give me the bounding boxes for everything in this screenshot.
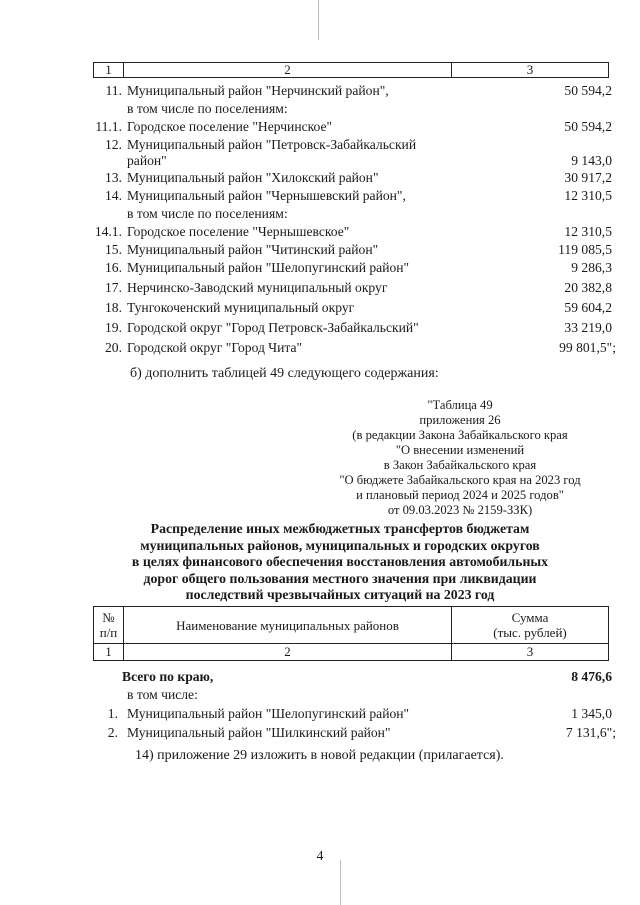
table1-row-name: Городское поселение "Чернышевское" [127,224,350,239]
table1-row-value: 50 594,2 [564,83,612,98]
table1-row-name: Муниципальный район "Петровск-Забайкальский [127,137,417,152]
table2-head-num [94,607,124,643]
table2-index-col2: 2 [124,644,452,660]
table1-row-name: Муниципальный район "Хилокский район" [127,170,379,185]
table1-row-value: 33 219,0 [564,320,612,335]
table1-row-num: 11.1. [95,119,122,134]
stamp-line: от 09.03.2023 № 2159-ЗЗК) [387,503,533,517]
table1-header [93,62,609,78]
table-stamp [300,398,620,518]
table1-row-num: 13. [105,170,122,185]
table2-head-sum [452,607,608,643]
table1-row-value: 50 594,2 [564,119,612,134]
scan-artifact [318,0,319,40]
table1-row-num: 12. [105,137,122,152]
table2-index-col1: 1 [94,644,124,660]
table2-index-row [93,644,609,661]
table2-title [100,521,580,604]
title-line: муниципальных районов, муниципальных и городских округов [140,537,540,553]
scan-artifact [340,860,341,905]
table1-row-num: 17. [105,280,122,295]
table1-header-col2: 2 [124,63,452,77]
table1-row-num: 14.1. [94,224,122,239]
table1-row-value: 12 310,5 [564,188,612,203]
table1-row-num: 19. [105,320,122,335]
table2-incl-label: в том числе: [127,687,198,702]
table1-row-name: Городской округ "Город Петровск-Забайкальский" [127,320,419,335]
title-line: последствий чрезвычайных ситуаций на 2023 год [185,587,495,602]
stamp-line: и плановый период 2024 и 2025 годов" [356,488,564,502]
table2-header [93,606,609,644]
table2-row-name: Муниципальный район "Шелопугинский район" [127,706,410,721]
page-number: 4 [316,848,324,863]
table2-head-sum-line2: (тыс. рублей) [493,625,567,640]
table1-row-value: 9 286,3 [571,260,612,275]
table1-row-value: 59 604,2 [564,300,612,315]
table2-row-value: 7 131,6"; [565,725,616,740]
table1-row-value: 119 085,5 [558,242,612,257]
stamp-line: приложения 26 [419,413,501,427]
table1-row-value: 20 382,8 [564,280,612,295]
table1-row-name: в том числе по поселениям: [127,206,288,221]
table2-row-num: 1. [107,706,118,721]
stamp-line: "О бюджете Забайкальского края на 2023 год [339,473,581,487]
table2-head-num-line1: № [102,610,115,625]
table2-row-name: Муниципальный район "Шилкинский район" [127,725,391,740]
table1-row-name: Городское поселение "Нерчинское" [127,119,333,134]
table1-row-name: Тунгокоченский муниципальный округ [127,300,355,315]
table1-row-num: 18. [105,300,122,315]
table1-row-num: 20. [105,340,122,355]
table1-row-name: Городской округ "Город Чита" [127,340,303,355]
title-line: в целях финансового обеспечения восстановления автомобильных [131,554,549,569]
table1-row-num: 14. [105,188,122,203]
title-line: Распределение иных межбюджетных трансфертов бюджетам [150,521,530,536]
table1-row-num: 15. [105,242,122,257]
table2-head-name: Наименование муниципальных районов [124,607,452,643]
stamp-line: "Таблица 49 [427,398,493,412]
table1-header-col3: 3 [526,62,534,77]
table2-head-sum-line1: Сумма [511,610,549,625]
table2-row-num: 2. [107,725,118,740]
table1-row-num: 16. [105,260,122,275]
table1-row-value: 9 143,0 [571,153,612,168]
table1-row-name: Муниципальный район "Шелопугинский район" [127,260,410,275]
stamp-line: "О внесении изменений [395,443,525,457]
table1-row-name: Нерчинско-Заводский муниципальный округ [127,280,388,295]
table1-row-num: 11. [105,83,122,98]
table1-row-name: в том числе по поселениям: [127,101,288,116]
table1-header-col1: 1 [94,63,124,77]
table1-row-name: Муниципальный район "Читинский район" [127,242,379,257]
paragraph-b: б) дополнить таблицей 49 следующего содержания: [130,366,439,381]
table1-row-value: 12 310,5 [564,224,612,239]
table1-row-name: район" [127,153,167,168]
table2-total-label: Всего по краю, [122,669,214,684]
paragraph-14: 14) приложение 29 изложить в новой редакции (прилагается). [135,748,504,763]
stamp-line: в Закон Забайкальского края [383,458,537,472]
stamp-line: (в редакции Закона Забайкальского края [352,428,568,442]
table1-row-name: Муниципальный район "Нерчинский район", [127,83,389,98]
table2-head-num-line2: п/п [99,625,118,640]
table1-row-value: 99 801,5"; [559,340,616,355]
table2-index-col3: 3 [526,644,534,659]
title-line: дорог общего пользования местного значения при ликвидации [143,570,537,586]
table2-total-value: 8 476,6 [571,669,612,684]
table2-row-value: 1 345,0 [571,706,612,721]
table1-row-value: 30 917,2 [564,170,612,185]
table1-row-name: Муниципальный район "Чернышевский район", [127,188,406,203]
